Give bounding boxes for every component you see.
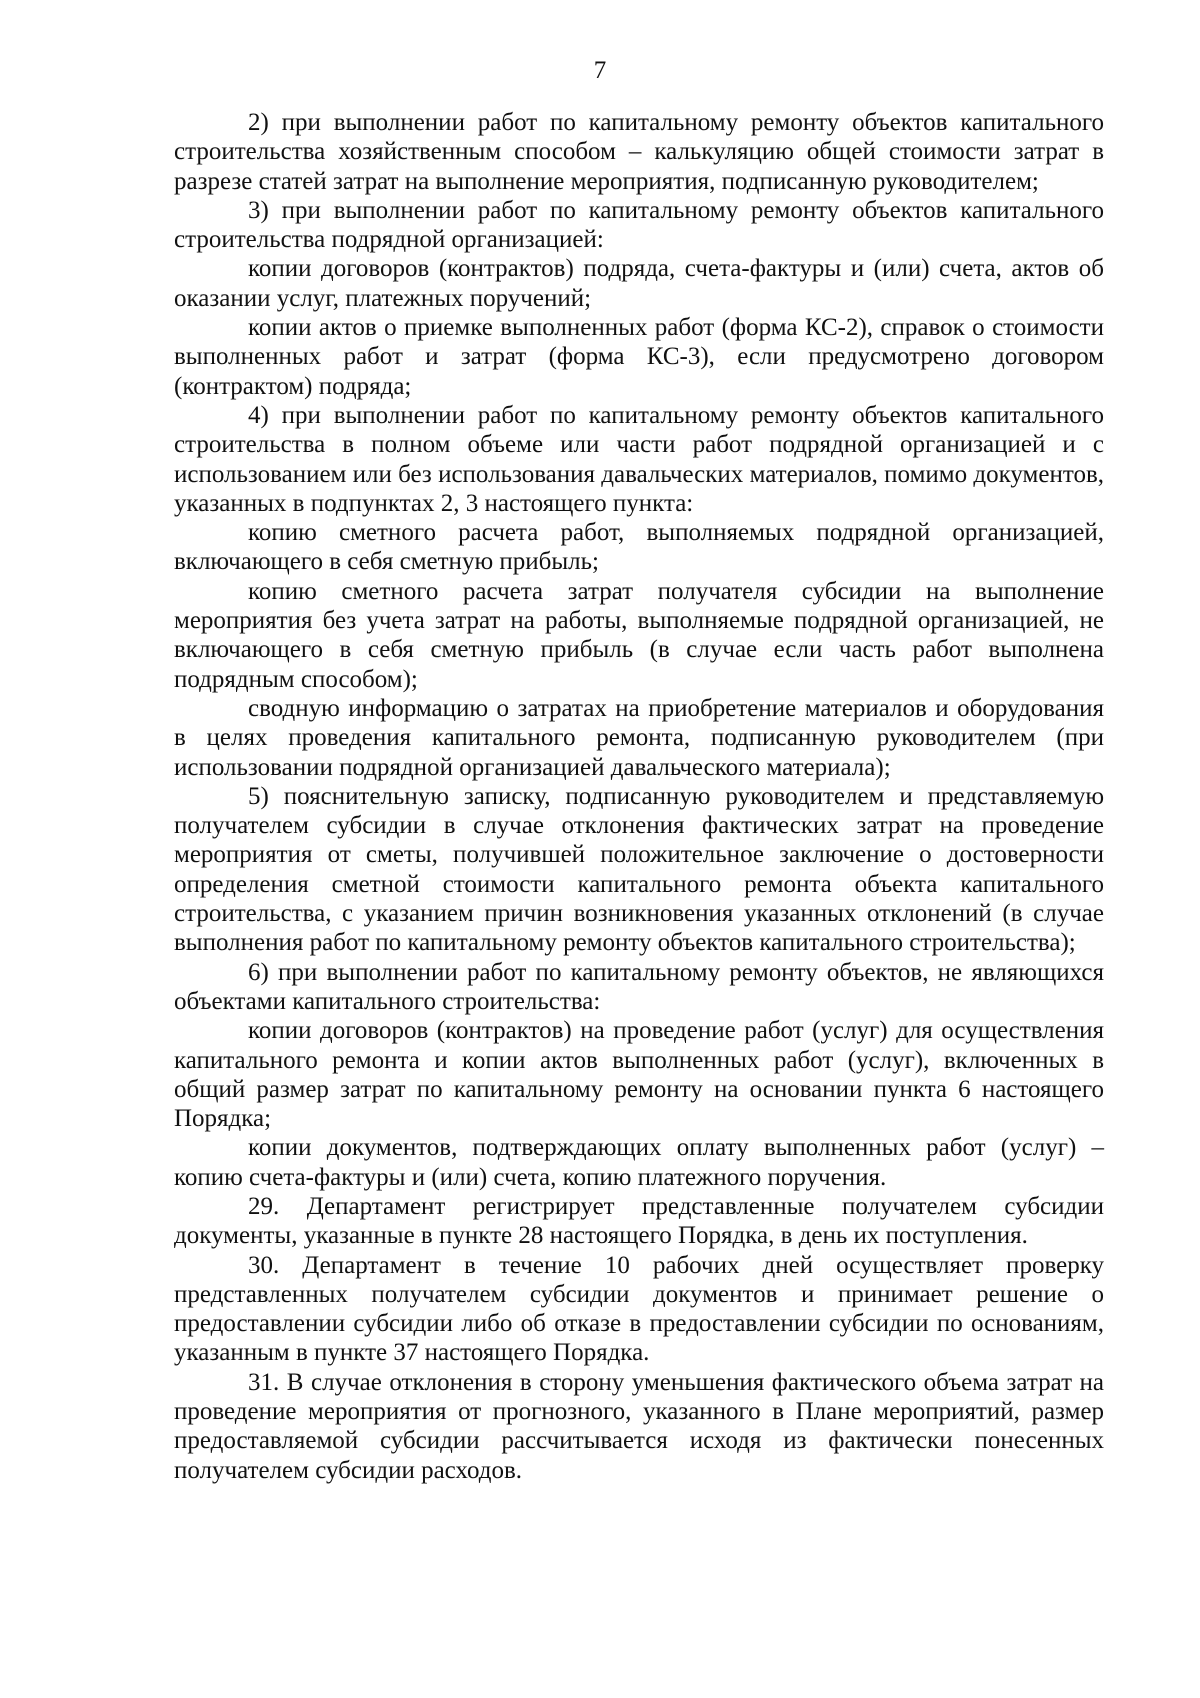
paragraph-item-3: 3) при выполнении работ по капитальному ремонту объектов капитального строительства подрядной организацией: — [174, 196, 1104, 254]
paragraph-service-contracts: копии договоров (контрактов) на проведение работ (услуг) для осуществления капитального ремонта и копии актов выполненных работ (услуг), включенных в общий размер затрат по капитальному ремонту на основании пункта 6 настоящего Порядка; — [174, 1017, 1104, 1133]
paragraph-section-30: 30. Департамент в течение 10 рабочих дней осуществляет проверку представленных получателем субсидии документов и принимает решение о предоставлении субсидии либо об отказе в предоставлении субсидии по основаниям, указанным в пункте 37 настоящего Порядка. — [174, 1251, 1104, 1367]
paragraph-contract-copies: копии договоров (контрактов) подряда, счета-фактуры и (или) счета, актов об оказании услуг, платежных поручений; — [174, 255, 1104, 312]
paragraph-estimate-contractor: копию сметного расчета работ, выполняемых подрядной организацией, включающего в себя сметную прибыль; — [174, 519, 1104, 576]
paragraph-estimate-recipient: копию сметного расчета затрат получателя субсидии на выполнение мероприятия без учета затрат на работы, выполняемые подрядной организацией, не включающего в себя сметную прибыль (в случае если часть работ выполнена подрядным способом); — [174, 577, 1104, 693]
document-body — [174, 108, 1104, 1485]
paragraph-item-2: 2) при выполнении работ по капитальному ремонту объектов капитального строительства хозяйственным способом – калькуляцию общей стоимости затрат в разрезе статей затрат на выполнение мероприятия, подписанную руководителем; — [174, 109, 1104, 195]
paragraph-payment-documents: копии документов, подтверждающих оплату выполненных работ (услуг) – копию счета-фактуры и (или) счета, копию платежного поручения. — [174, 1134, 1104, 1191]
paragraph-section-29: 29. Департамент регистрирует представленные получателем субсидии документы, указанные в пункте 28 настоящего Порядка, в день их поступления. — [174, 1192, 1104, 1250]
paragraph-section-31: 31. В случае отклонения в сторону уменьшения фактического объема затрат на проведение мероприятия от прогнозного, указанного в Плане мероприятий, размер предоставляемой субсидии рассчитывается исходя из фактически понесенных получателем субсидии расходов. — [174, 1368, 1104, 1484]
paragraph-acceptance-acts: копии актов о приемке выполненных работ (форма КС-2), справок о стоимости выполненных работ и затрат (форма КС-3), если предусмотрено договором (контрактом) подряда; — [174, 314, 1104, 400]
paragraph-materials-summary: сводную информацию о затратах на приобретение материалов и оборудования в целях проведения капитального ремонта, подписанную руководителем (при использовании подрядной организацией давальческого материала); — [174, 694, 1104, 781]
paragraph-item-6: 6) при выполнении работ по капитальному ремонту объектов, не являющихся объектами капитального строительства: — [174, 958, 1104, 1015]
paragraph-item-4: 4) при выполнении работ по капитальному ремонту объектов капитального строительства в полном объеме или части работ подрядной организацией и с использованием или без использования давальческих материалов, помимо документов, указанных в подпунктах 2, 3 настоящего пункта: — [174, 401, 1104, 517]
page-number: 7 — [593, 57, 607, 84]
paragraph-item-5: 5) пояснительную записку, подписанную руководителем и представляемую получателем субсидии в случае отклонения фактических затрат на проведение мероприятия от сметы, получившей положительное заключение о достоверности определения сметной стоимости капитального ремонта объекта капитального строительства, с указанием причин возникновения указанных отклонений (в случае выполнения работ по капитальному ремонту объектов капитального строительства); — [174, 782, 1104, 957]
